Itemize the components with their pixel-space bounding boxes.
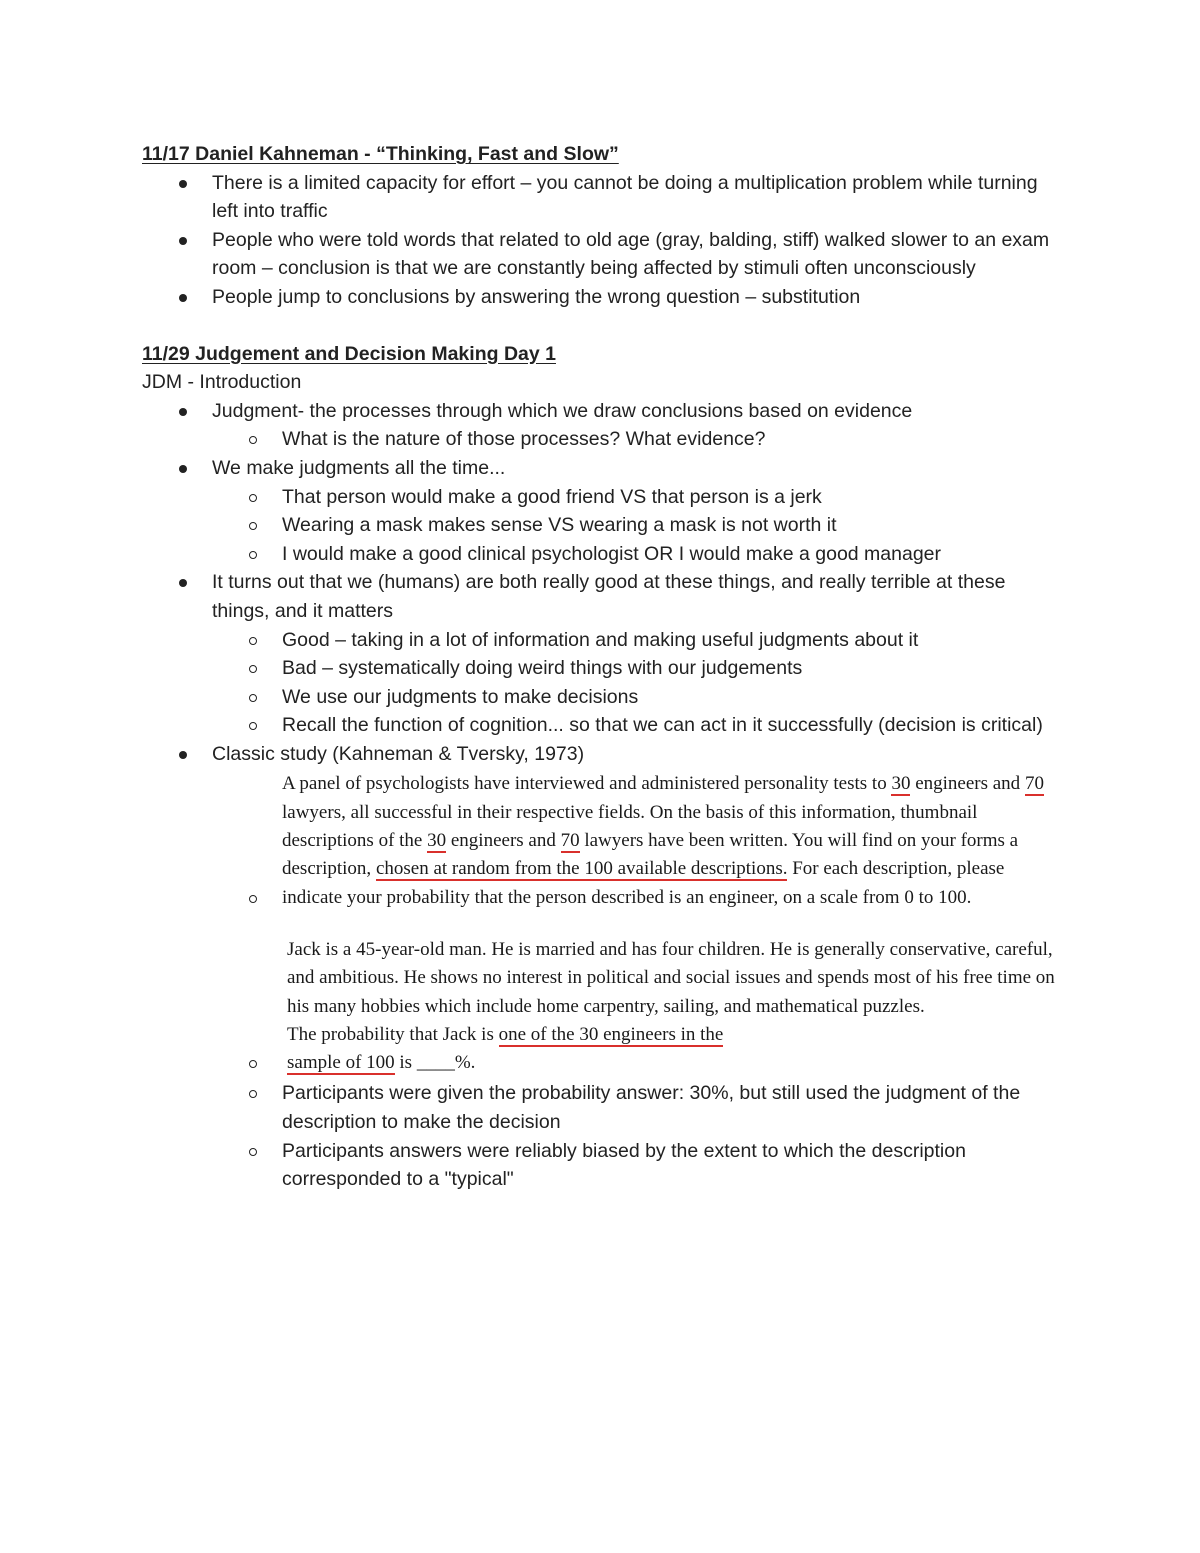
list-item-text: Judgment- the processes through which we draw conclusions based on evidence — [212, 399, 913, 422]
section-subtitle: JDM - Introduction — [142, 371, 302, 394]
sub-list — [212, 626, 1062, 740]
sub-list-item: Participants were given the probability answer: 30%, but still used the judgment of the description to make the decision — [212, 1079, 1062, 1136]
list-item: There is a limited capacity for effort – you cannot be doing a multiplication problem while turning left into traffic — [142, 169, 1062, 226]
list-item-text: It turns out that we (humans) are both really good at these things, and really terrible at these things, and it matters — [212, 571, 1006, 622]
sub-list-item: Good – taking in a lot of information and making useful judgments about it — [212, 626, 1062, 655]
sub-list-item: Recall the function of cognition... so that we can act in it successfully (decision is critical) — [212, 711, 1062, 740]
underlined-number: 30 — [891, 773, 911, 795]
sub-list-item: That person would make a good friend VS that person is a jerk — [212, 483, 1062, 512]
sub-list-item: What is the nature of those processes? What evidence? — [212, 425, 1062, 454]
list-item — [142, 568, 1062, 740]
sub-list-item: Bad – systematically doing weird things with our judgements — [212, 654, 1062, 683]
underlined-phrase: sample of 100 — [287, 1052, 395, 1074]
study-excerpt-item — [212, 914, 1062, 1079]
sub-list — [212, 768, 1062, 1193]
sub-list-item: Wearing a mask makes sense VS wearing a mask is not worth it — [212, 511, 1062, 540]
study-excerpt-item — [212, 768, 1062, 913]
underlined-number: 70 — [1024, 773, 1044, 795]
kahneman-bullet-list — [142, 169, 1062, 312]
jack-description-excerpt: Jack is a 45-year-old man. He is married and has four children. He is generally conservative, careful, and ambitious. He shows no interest in political and social issues and spends most of his free time on his many hobbies which include home carpentry, sailing, and mathematical puzzles. The probability that Jack is one of the 30 engineers in the sample of 100 is ____%. — [287, 914, 1062, 1079]
sub-list-item: I would make a good clinical psychologist OR I would make a good manager — [212, 540, 1062, 569]
sub-list — [212, 483, 1062, 569]
section-heading-kahneman: 11/17 Daniel Kahneman - “Thinking, Fast and Slow” — [142, 143, 619, 165]
notes-content — [142, 140, 1062, 1194]
probability-question: The probability that Jack is one of the 30 engineers in the sample of 100 is ____%. — [287, 1023, 724, 1074]
list-item — [142, 740, 1062, 1194]
list-item: People jump to conclusions by answering the wrong question – substitution — [142, 283, 1062, 312]
section-heading-jdm: 11/29 Judgement and Decision Making Day 1 — [142, 342, 556, 365]
jdm-bullet-list — [142, 397, 1062, 1194]
sub-list-item: We use our judgments to make decisions — [212, 683, 1062, 712]
list-item-text: We make judgments all the time... — [212, 456, 506, 479]
underlined-number: 30 — [427, 830, 447, 852]
list-item: People who were told words that related to old age (gray, balding, stiff) walked slower to an exam room – conclusion is that we are constantly being affected by stimuli often unconsciously — [142, 226, 1062, 283]
underlined-phrase: chosen at random from the 100 available descriptions. — [375, 858, 788, 880]
underlined-number: 70 — [560, 830, 580, 852]
list-item — [142, 397, 1062, 454]
sub-list-item: Participants answers were reliably biased by the extent to which the description corresponded to a "typical" — [212, 1137, 1062, 1194]
list-item-text: Classic study (Kahneman & Tversky, 1973) — [212, 742, 585, 765]
underlined-phrase: one of the 30 engineers in the — [498, 1023, 724, 1045]
study-instructions-excerpt: A panel of psychologists have interviewed and administered personality tests to 30 engineers and 70 lawyers, all successful in their respective fields. On the basis of this information, thumbnail descriptions of the 30 engineers and 70 lawyers have been written. You will find on your forms a description, chosen at random from the 100 available descriptions. For each description, please indicate your probability that the person described is an engineer, on a scale from 0 to 100. — [282, 773, 1044, 908]
sub-list — [212, 425, 1062, 454]
list-item — [142, 454, 1062, 568]
